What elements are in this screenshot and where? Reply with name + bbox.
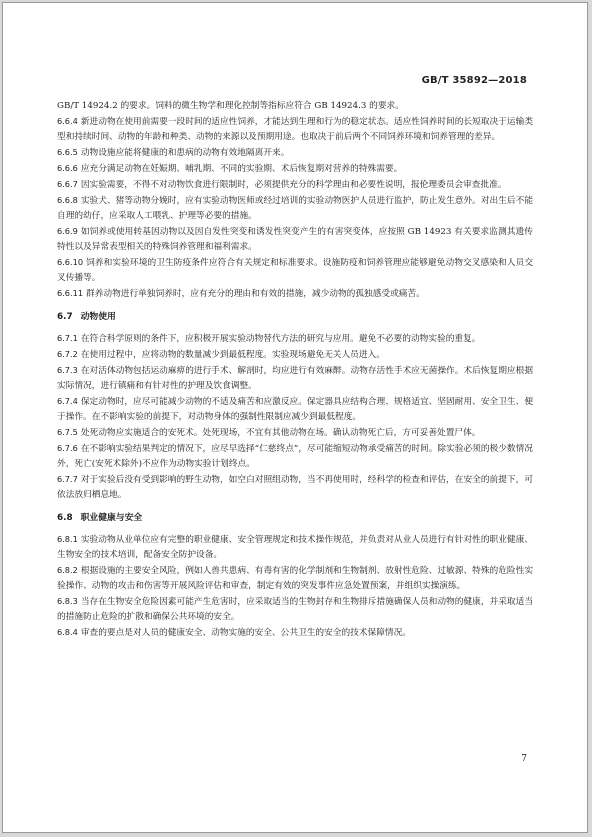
clause-6-7-4 xyxy=(57,394,533,425)
clause-text: 因实验需要，不得不对动物饮食进行限制时，必须提供充分的科学理由和必要性说明，报伦理委员会审查批准。 xyxy=(80,180,507,190)
clause-text: 应充分满足动物在妊娠期、哺乳期、不同的实验期、术后恢复期对营养的特殊需要。 xyxy=(80,164,403,174)
clause-number: 6.6.7 xyxy=(57,179,78,189)
clause-6-7-6 xyxy=(57,441,533,472)
clause-number: 6.6.8 xyxy=(57,195,78,205)
clause-text: 审查的要点是对人员的健康安全、动物实施的安全、公共卫生的安全的技术保障情况。 xyxy=(80,628,411,638)
clause-text: 对于实验后没有受到影响的野生动物，如空白对照组动物，当不再使用时，经科学的检查和评估，在安全的前提下，可依法放归栖息地。 xyxy=(57,475,533,500)
clause-text: 实验犬、猪等动物分娩时，应有实验动物医师或经过培训的实验动物医护人员进行监护，防止发生意外。对出生后不能自理的幼仔，应采取人工喂乳、护理等必要的措施。 xyxy=(57,196,533,221)
clause-6-7-5 xyxy=(57,425,533,441)
clause-text: 处死动物应实施适合的安死术。处死现场，不宜有其他动物在场。确认动物死亡后，方可妥善处置尸体。 xyxy=(80,428,481,438)
clause-6-8-4 xyxy=(57,625,533,641)
clause-6-6-4 xyxy=(57,114,533,145)
clause-number: 6.8.4 xyxy=(57,627,78,637)
clause-number: 6.6.4 xyxy=(57,116,78,126)
clause-number: 6.7.1 xyxy=(57,333,78,343)
clause-text: 实验动物从业单位应有完整的职业健康、安全管理规定和技术操作规范，并负责对从业人员进行有针对性的职业健康、生物安全的技术培训，配备安全防护设备。 xyxy=(57,535,533,560)
clause-6-7-2 xyxy=(57,347,533,363)
clause-6-6-5 xyxy=(57,145,533,161)
clause-6-6-8 xyxy=(57,193,533,224)
clause-6-8-1 xyxy=(57,532,533,563)
clause-6-6-11 xyxy=(57,286,533,302)
clause-text: 保定动物时，应尽可能减少动物的不适及痛苦和应激反应。保定器具应结构合理、规格适宜、坚固耐用、安全卫生、便于操作。在不影响实验的前提下，对动物身体的强制性限制应减少到最低程度。 xyxy=(57,397,533,422)
clause-text: 在不影响实验结果判定的情况下，应尽早选择“仁慈终点”，尽可能缩短动物承受痛苦的时间。除实验必须的极少数情况外，死亡(安死术除外)不应作为动物实验计划终点。 xyxy=(57,444,533,469)
clause-6-7-3 xyxy=(57,363,533,394)
clause-number: 6.7.4 xyxy=(57,396,78,406)
clause-text: 根据设施的主要安全风险，例如人兽共患病、有毒有害的化学制剂和生物制剂、放射性危险、过敏源、特殊的危险性实验操作、动物的攻击和伤害等开展风险评估和审查，制定有效的突发事件应急处置预案，并组织实操演练。 xyxy=(57,566,533,591)
section-heading-occupational-health xyxy=(57,511,533,526)
clause-number: 6.6.5 xyxy=(57,147,78,157)
clause-text: 如饲养或使用转基因动物以及因自发性突变和诱发性突变产生的有害突变体，应按照 GB 14923 有关要求监测其遗传特性以及异常表型相关的特殊饲养管理和福利需求。 xyxy=(57,227,533,252)
clause-6-6-10 xyxy=(57,255,533,286)
clause-text: 饲养和实验环境的卫生防疫条件应符合有关规定和标准要求。设施防疫和饲养管理应能够避免动物交叉感染和人员交叉传播等。 xyxy=(57,258,533,283)
clause-text: 在使用过程中，应将动物的数量减少到最低程度。实验现场避免无关人员进入。 xyxy=(80,350,385,360)
clause-6-6-7 xyxy=(57,177,533,193)
clause-text: 在对活体动物包括运动麻痹的进行手术、解剖时，均应进行有效麻醉。动物存活性手术应无菌操作。术后恢复期应根据实际情况，进行镇痛和有针对性的护理及饮食调整。 xyxy=(57,366,533,391)
document-page xyxy=(2,2,588,833)
clause-number: 6.7.6 xyxy=(57,443,78,453)
clause-number: 6.6.6 xyxy=(57,163,78,173)
clause-text: 群养动物进行单独饲养时，应有充分的理由和有效的措施，减少动物的孤独感受或痛苦。 xyxy=(86,289,425,299)
clause-6-7-1 xyxy=(57,331,533,347)
clause-number: 6.6.10 xyxy=(57,257,84,267)
clause-6-7-7 xyxy=(57,472,533,503)
clause-number: 6.7.2 xyxy=(57,349,78,359)
clause-6-6-9 xyxy=(57,224,533,255)
clause-text: 动物设施应能将健康的和患病的动物有效地隔离开来。 xyxy=(80,148,290,158)
section-number: 6.8 xyxy=(57,513,73,523)
clause-text: 新进动物在使用前需要一段时间的适应性饲养，才能达到生理和行为的稳定状态。适应性饲养时间的长短取决于运输类型和持续时间、动物的年龄和种类、动物的来源以及预期用途。也取决于前后两个不同饲养环境和饲养管理的差异。 xyxy=(57,117,533,142)
clause-number: 6.7.3 xyxy=(57,365,78,375)
clause-6-8-3 xyxy=(57,594,533,625)
clause-text: 在符合科学原则的条件下，应积极开展实验动物替代方法的研究与应用。避免不必要的动物实验的重复。 xyxy=(80,334,481,344)
section-heading-animal-use xyxy=(57,310,533,325)
clause-number: 6.7.5 xyxy=(57,427,78,437)
section-title: 动物使用 xyxy=(80,312,116,322)
standard-code-header: GB/T 35892—2018 xyxy=(421,75,527,86)
clause-6-8-2 xyxy=(57,563,533,594)
clause-number: 6.6.9 xyxy=(57,226,78,236)
clause-text: 当存在生物安全危险因素可能产生危害时，应采取适当的生物封存和生物排斥措施确保人员和动物的健康，并采取适当的措施防止危险的扩散和确保公共环境的安全。 xyxy=(57,597,533,622)
section-number: 6.7 xyxy=(57,312,73,322)
continuation-paragraph: GB/T 14924.2 的要求。饲料的微生物学和理化控制等指标应符合 GB 14924.3 的要求。 xyxy=(57,101,404,111)
clause-number: 6.8.2 xyxy=(57,565,78,575)
section-title: 职业健康与安全 xyxy=(80,513,143,523)
clause-6-6-6 xyxy=(57,161,533,177)
clause-number: 6.7.7 xyxy=(57,474,78,484)
page-number: 7 xyxy=(521,754,527,764)
clause-number: 6.6.11 xyxy=(57,288,84,298)
document-body xyxy=(57,99,533,641)
clause-number: 6.8.1 xyxy=(57,534,78,544)
clause-number: 6.8.3 xyxy=(57,596,78,606)
